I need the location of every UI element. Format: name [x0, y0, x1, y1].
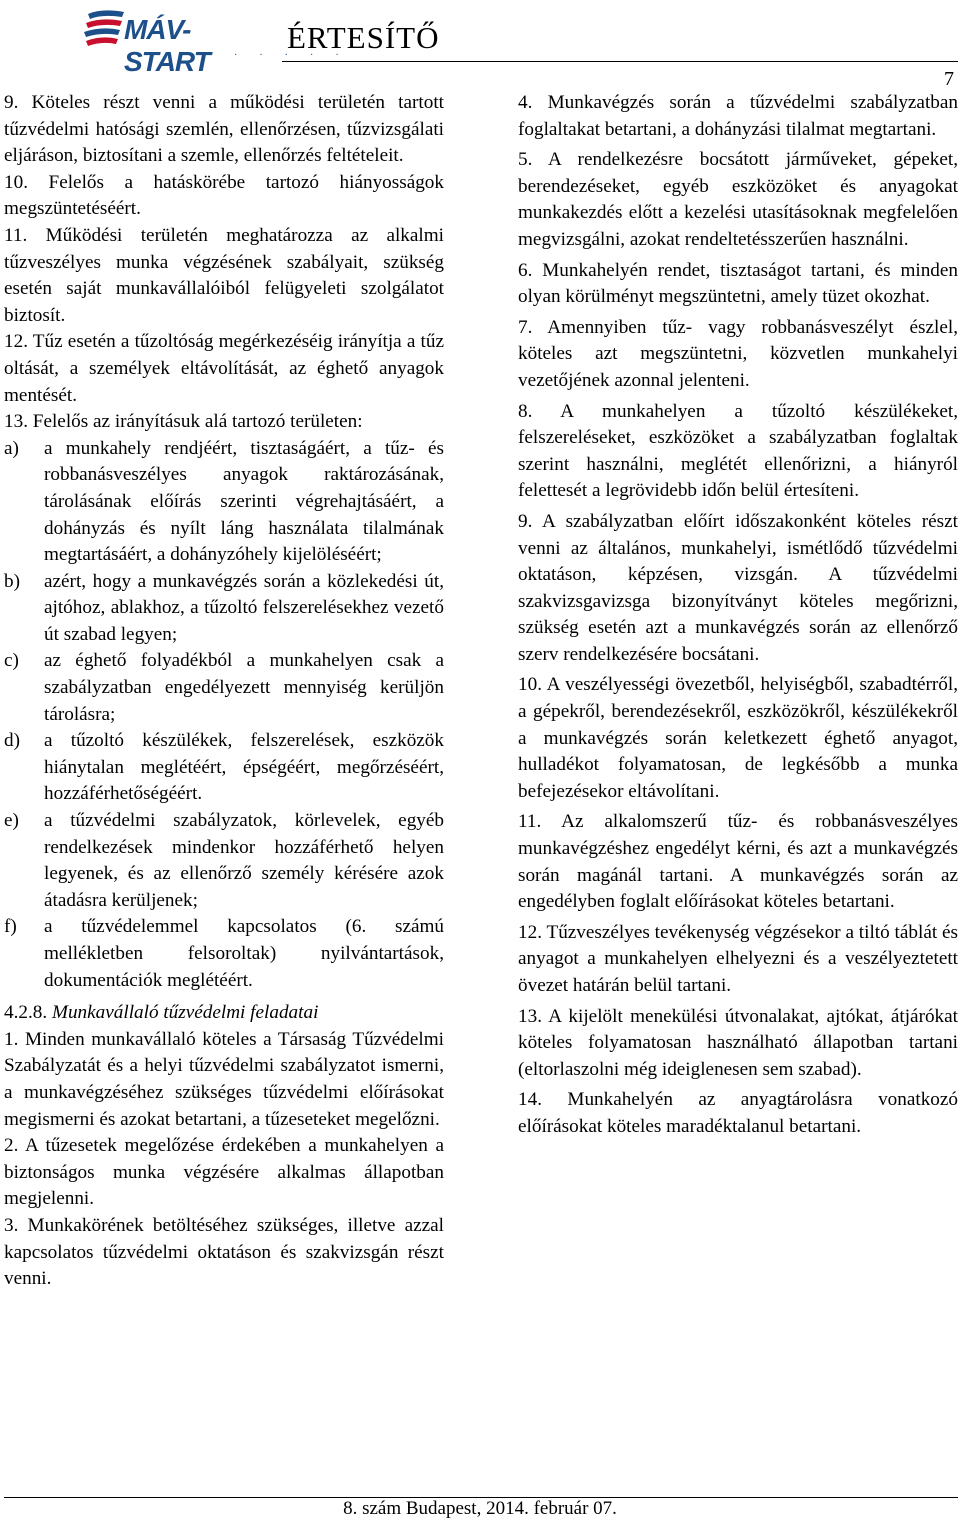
section-number: 4.2.8. [4, 1002, 48, 1024]
paragraph: 9. Köteles részt venni a működési területén tartott tűzvédelmi hatósági szemlén, ellenőrzésen, tűzvizsgálati eljáráson, biztosítani a szemle, ellenőrzés feltételeit. [4, 92, 444, 167]
list-item-text: a tűzvédelemmel kapcsolatos (6. számú mellékletben felsoroltak) nyilvántartások, dokumentációk meglétéért. [44, 916, 444, 991]
list-item-text: a munkahely rendjéért, tisztaságáért, a tűz- és robbanásveszélyes anyagok raktározásának, tárolásának előírás szerinti végrehajtásáért, a dohányzás és nyílt láng használata tilalmának megtartásáért, a dohányzóhely kijelöléséért; [44, 437, 444, 566]
list-item [4, 728, 444, 808]
list-item-text: azért, hogy a munkavégzés során a közlekedési út, ajtóhoz, ablakhoz, a tűzoltó felszerelésekhez vezető út szabad legyen; [44, 570, 444, 645]
page-footer: 8. szám Budapest, 2014. február 07. [343, 1498, 617, 1519]
list-item-text: a tűzvédelmi szabályzatok, körlevelek, egyéb rendelkezések mindenkor hozzáférhető helyen legyenek, és az ellenőrző személy kérésére azok átadásra kerüljenek; [44, 810, 444, 911]
right-column [518, 90, 958, 1145]
paragraph: 12. Tűz esetén a tűzoltóság megérkezéséig irányítja a tűz oltását, a személyek eltávolítását, az éghető anyagok mentését. [4, 331, 444, 406]
paragraph: 11. Az alkalomszerű tűz- és robbanásveszélyes munkavégzéshez engedélyt kérni, és azt a munkavégzés során magánál tartani. A munkavégzés során az engedélyben foglalt előírásokat köteles betartani. [518, 811, 958, 913]
section-title: Munkavállaló tűzvédelmi feladatai [51, 1002, 319, 1024]
section-heading [4, 1000, 444, 1027]
paragraph: 5. A rendelkezésre bocsátott járműveket, gépeket, berendezéseket, egyéb eszközöket és anyagokat munkakezdés előtt a kezelési utasításoknak megfelelően megvizsgálni, azokat rendeltetésszerűen használni. [518, 149, 958, 250]
paragraph: 4. Munkavégzés során a tűzvédelmi szabályzatban foglaltakat betartani, a dohányzási tilalmat megtartani. [518, 92, 958, 140]
paragraph: 10. A veszélyességi övezetből, helyiségből, szabadtérről, a gépekről, berendezésekről, eszközökről, készülékekről a munkavégzés során keletkezett éghető anyagot, hulladékot folyamatosan, de legkésőbb a munka befejezésekor eltávolítani. [518, 674, 958, 802]
document-title: ÉRTESÍTŐ [287, 20, 440, 55]
list-item [4, 436, 444, 569]
logo-dots: ····· [234, 50, 361, 61]
list-item [4, 569, 444, 649]
paragraph: 9. A szabályzatban előírt időszakonként köteles részt venni az általános, munkahelyi, ismétlődő tűzvédelmi oktatáson, képzésen, vizsgán. A tűzvédelmi szakvizsgavizsga bizonyítványt köteles megőrizni, szükség esetén azt a munkavégzés során az ellenőrző szerv rendelkezésére bocsátani. [518, 510, 958, 665]
list-item-label: c) [4, 650, 19, 672]
list-item-text: a tűzoltó készülékek, felszerelések, eszközök hiánytalan meglétéért, épségéért, megőrzéséért, hozzáférhetőségéért. [44, 730, 444, 805]
list-item-text: az éghető folyadékból a munkahelyen csak a szabályzatban engedélyezett mennyiség kerüljön tárolásra; [44, 650, 444, 725]
paragraph: 10. Felelős a hatáskörébe tartozó hiányosságok megszüntetéséért. [4, 171, 444, 220]
paragraph: 7. Amennyiben tűz- vagy robbanásveszélyt észlel, köteles azt megszüntetni, közvetlen munkahelyi vezetőjének azonnal jelenteni. [518, 316, 958, 391]
list-item-label: d) [4, 730, 20, 752]
mav-start-logo [84, 8, 361, 77]
list-item [4, 648, 444, 728]
logo-text: MÁV-START [124, 14, 210, 77]
paragraph: 6. Munkahelyén rendet, tisztaságot tartani, és minden olyan körülményt megszüntetni, amely tüzet okozhat. [518, 259, 958, 308]
left-column [4, 90, 444, 1293]
page-number: 7 [944, 68, 954, 90]
paragraph: 13. Felelős az irányításuk alá tartozó területen: [4, 411, 363, 433]
paragraph: 11. Működési területén meghatározza az alkalmi tűzveszélyes munka végzésének szabályait, szükség esetén saját munkavállalóiból felügyeleti szolgálatot biztosít. [4, 224, 444, 326]
header-divider [282, 61, 958, 62]
paragraph: 2. A tűzesetek megelőzése érdekében a munkahelyen a biztonságos munka végzésére alkalmas állapotban megjelenni. [4, 1135, 444, 1210]
list-item-label: e) [4, 810, 19, 832]
list-item [4, 914, 444, 994]
paragraph: 12. Tűzveszélyes tevékenység végzésekor a tiltó táblát és anyagot a munkahelyen elhelyezni és a veszélyeztetett övezet határán belül tartani. [518, 921, 958, 996]
paragraph: 1. Minden munkavállaló köteles a Társaság Tűzvédelmi Szabályzatát és a helyi tűzvédelmi szabályzatot ismerni, a munkavégzéséhez szükséges tűzvédelmi előírásokat megismerni és azokat betartani, a tűzeseteket megelőzni. [4, 1028, 444, 1130]
paragraph: 3. Munkakörének betöltéséhez szükséges, illetve azzal kapcsolatos tűzvédelmi oktatáson és szakvizsgán részt venni. [4, 1214, 444, 1290]
list-item-label: f) [4, 916, 17, 938]
list-item [4, 808, 444, 914]
paragraph: 13. A kijelölt menekülési útvonalakat, ajtókat, átjárókat köteles folyamatosan használható állapotban tartani (eltorlaszolni még ideiglenesen sem szabad). [518, 1005, 958, 1080]
page-header [0, 0, 960, 90]
paragraph: 8. A munkahelyen a tűzoltó készülékeket, felszereléseket, eszközöket a szabályzatban foglaltak szerint használni, meglétét ellenőrizni, a hiányról felettesét a legrövidebb időn belül értesíteni. [518, 400, 958, 502]
paragraph: 14. Munkahelyén az anyagtárolásra vonatkozó előírásokat köteles maradéktalanul betartani. [518, 1089, 958, 1137]
list-item-label: a) [4, 437, 19, 459]
list-item-label: b) [4, 570, 20, 592]
